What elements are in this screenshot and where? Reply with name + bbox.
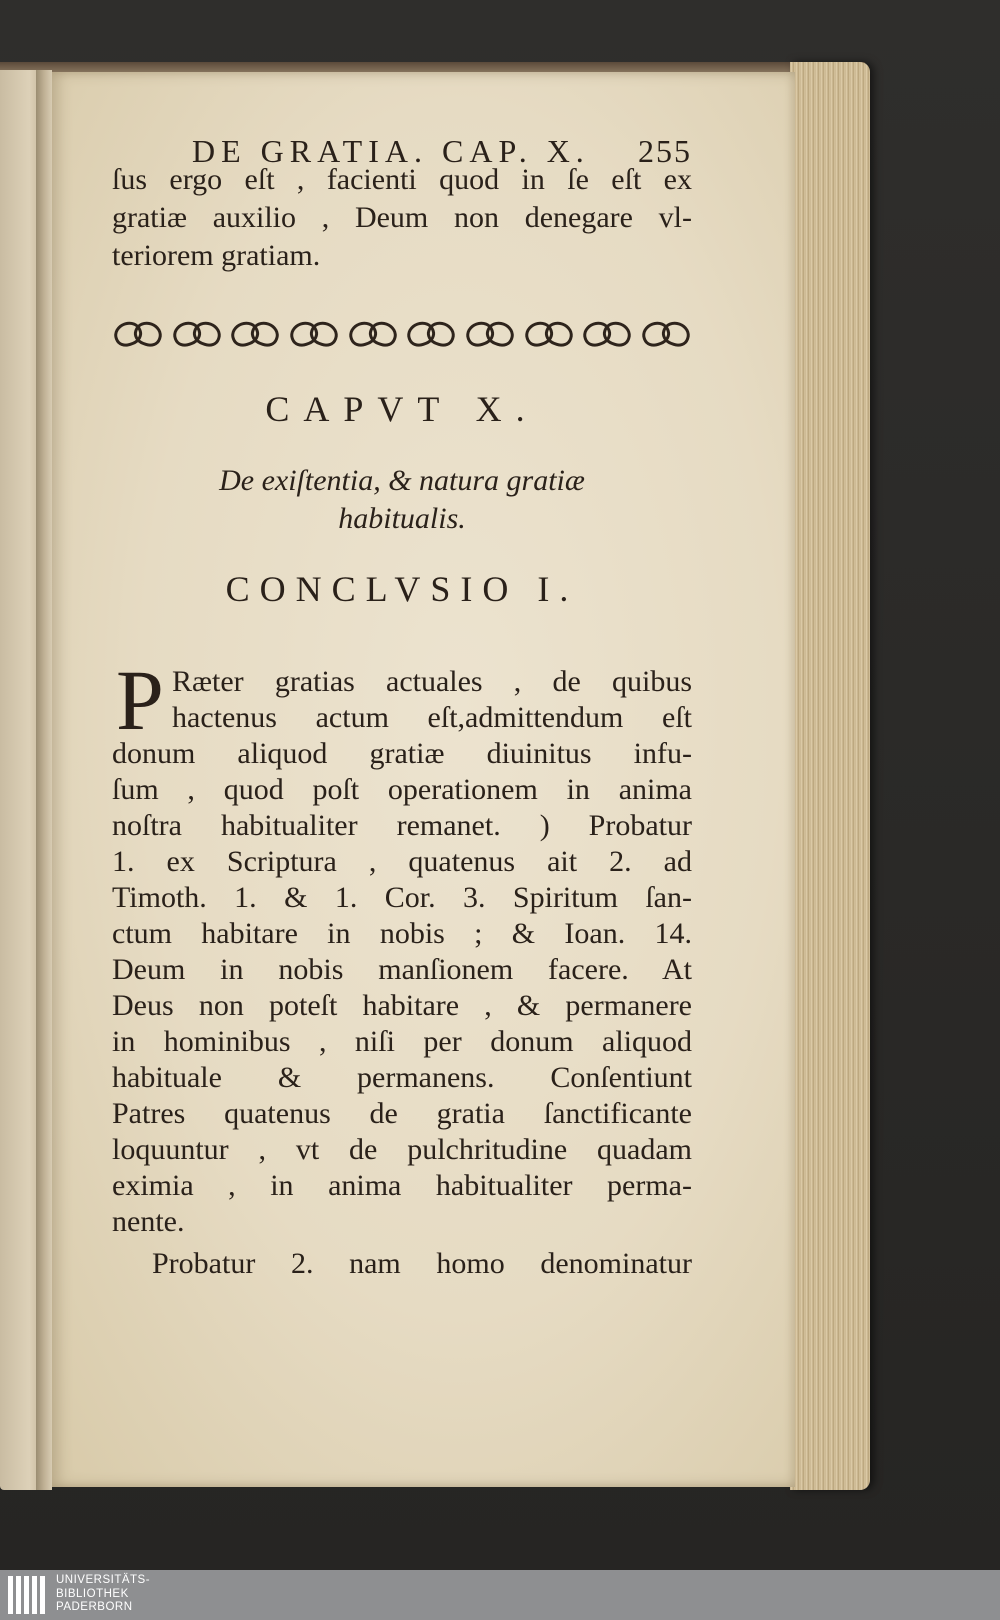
text-line: ſum , quod poſt operationem in anima: [112, 773, 692, 806]
ornament-icon: [464, 319, 516, 345]
page-edges: [790, 62, 870, 1490]
chapter-subtitle: habitualis.: [338, 502, 466, 535]
text-line: 1. ex Scriptura , quatenus ait 2. ad: [112, 845, 692, 878]
book-gutter: [36, 70, 52, 1490]
chapter-subtitle: De exiſtentia, & natura gratiæ: [219, 464, 585, 497]
text-line: hactenus actum eſt,admittendum eſt: [172, 701, 692, 734]
text-line: loquuntur , vt de pulchritudine quadam: [112, 1133, 692, 1166]
logo-line: UNIVERSITÄTS-: [56, 1574, 151, 1586]
library-logo-icon: [8, 1576, 45, 1614]
ornament-icon: [288, 319, 340, 345]
text-line: Ræter gratias actuales , de quibus: [172, 665, 692, 698]
ornament-icon: [405, 319, 457, 345]
text-line: Deus non poteſt habitare , & permanere: [112, 989, 692, 1022]
ornament-icon: [171, 319, 223, 345]
text-line: habituale & permanens. Conſentiunt: [112, 1061, 692, 1094]
text-line: gratiæ auxilio , Deum non denegare vl-: [112, 201, 692, 234]
ornament-icon: [229, 319, 281, 345]
text-line: ſus ergo eſt , facienti quod in ſe eſt ex: [112, 163, 692, 196]
chapter-title: CAPVT X.: [265, 389, 539, 429]
ornament-icon: [523, 319, 575, 345]
drop-cap: P: [116, 652, 164, 748]
text-line: Patres quatenus de gratia ſanctificante: [112, 1097, 692, 1130]
text-line: eximia , in anima habitualiter perma-: [112, 1169, 692, 1202]
page-number: 255: [638, 132, 692, 169]
text-line: teriorem gratiam.: [112, 239, 321, 272]
text-line: Deum in nobis manſionem facere. At: [112, 953, 692, 986]
logo-line: BIBLIOTHEK: [56, 1587, 129, 1600]
ornament-icon: [581, 319, 633, 345]
ornament-border: [112, 314, 692, 350]
text-line: noſtra habitualiter remanet. ) Probatur: [112, 809, 692, 842]
running-title: DE GRATIA. CAP. X.: [192, 132, 590, 169]
logo-line: PADERBORN: [56, 1601, 133, 1613]
text-line: donum aliquod gratiæ diuinitus infu-: [112, 737, 692, 770]
ornament-icon: [112, 319, 164, 345]
ornament-icon: [347, 319, 399, 345]
text-line: in hominibus , niſi per donum aliquod: [112, 1025, 692, 1058]
text-line: ctum habitare in nobis ; & Ioan. 14.: [112, 917, 692, 950]
text-line: Probatur 2. nam homo denominatur: [152, 1247, 692, 1280]
library-logo-text[interactable]: [56, 1574, 150, 1615]
text-line: Timoth. 1. & 1. Cor. 3. Spiritum ſan-: [112, 881, 692, 914]
text-line: nente.: [112, 1205, 185, 1238]
conclusio-heading: CONCLVSIO I.: [225, 569, 579, 609]
ornament-icon: [640, 319, 692, 345]
